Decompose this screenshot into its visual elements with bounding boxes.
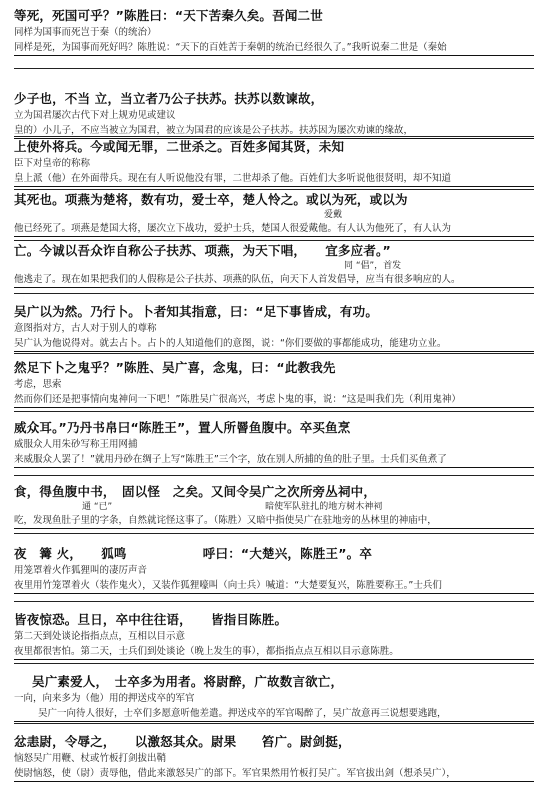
word-gloss-line: 一向，向来多为（他）用的押送戍卒的军官 [14, 693, 195, 704]
original-text-line: 亡。今诚以吾众诈自称公子扶苏、项燕，为天下唱， 宜多应者。” [14, 243, 391, 258]
passage-block-10 [14, 534, 534, 602]
original-text-line: 夜 篝 火， 狐鸣 呼曰：“大楚兴，陈胜王”。卒 [14, 546, 373, 561]
original-text-line: 吴广以为然。乃行卜。卜者知其指意，曰：“足下事皆成，有功。 [14, 304, 379, 319]
translation-line: 他已经死了。项燕是楚国大将，屡次立下战功，爱护士兵，楚国人很爱戴他。有人认为他死了，有人认为 [14, 221, 534, 237]
passage-block-11 [14, 602, 534, 664]
word-gloss-line: 考虑，思索 [14, 379, 62, 390]
word-gloss-line: 臣下对皇帝的称称 [14, 158, 91, 169]
original-text-line: 然足下卜之鬼乎？”陈胜、吴广喜，念鬼，曰：“此教我先 [14, 360, 336, 375]
annotation-line: 爱戴 [324, 210, 343, 220]
passage-block-4 [14, 190, 534, 241]
original-text-line: 皆夜惊恐。旦日，卒中往往语， 皆指目陈胜。 [14, 612, 288, 627]
passage-block-5 [14, 241, 534, 294]
translation-line: 吃，发现鱼肚子里的字条，自然就诧怪这事了。（陈胜）又暗中指使吴广在驻地旁的丛林里的神庙中， [14, 513, 534, 529]
passage-block-8 [14, 412, 534, 476]
passage-block-12 [14, 664, 534, 724]
translation-line: 然而你们还是把事情向鬼神问一下吧！”陈胜吴广很高兴，考虑卜鬼的事，说：“这是叫我们先（利用鬼神） [14, 392, 534, 408]
original-text-line: 食，得鱼腹中书， 固以怪 之矣。又间令吴广之次所旁丛祠中， [14, 484, 377, 499]
passage-block-7 [14, 354, 534, 412]
translation-line: 吴广认为他说得对。就去占卜。占卜的人知道他们的意图，说：“你们要做的事都能成功，能建功立业。 [14, 336, 534, 352]
original-text-line: 吴广素爱人， 士卒多为用者。将尉醉，广故数言欲亡， [32, 674, 344, 689]
passage-block-1 [14, 6, 534, 69]
annotation-line: 通 “已” 暗使军队驻扎的地方树木神祠 [82, 502, 383, 512]
passage-block-3 [14, 137, 534, 190]
translation-line: 同样是死，为国事而死好吗？陈胜说：“天下的百姓苦于秦朝的统治已经很久了。”我听说秦二世是（秦始 [14, 40, 534, 56]
word-gloss-line: 意图指对方，古人对于别人的尊称 [14, 323, 157, 334]
passage-block-9 [14, 476, 534, 534]
original-text-line: 少子也，不当 立，当立者乃公子扶苏。扶苏以数谏故， [14, 91, 324, 106]
word-gloss-line: 恼怒吴广用鞭、杖或竹板打剑拔出鞘 [14, 753, 167, 764]
original-text-line: 威众耳。”乃丹书帛曰“陈胜王”，置人所罾鱼腹中。卒买鱼烹 [14, 420, 351, 435]
word-gloss-line: 同样为国事而死岂于秦（的统治） [14, 27, 157, 38]
translation-line: 来威服众人罢了！”就用丹砂在绸子上写“陈胜王”三个字，放在别人所捕的鱼的肚子里。士兵们买鱼煮了 [14, 452, 534, 468]
translation-line: 夜里用竹笼罩着火（装作鬼火），又装作狐狸嚎叫（向士兵）喊道：“大楚要复兴，陈胜要称王。”士兵们 [14, 578, 534, 594]
passage-block-2 [14, 69, 534, 137]
translation-line: 他逃走了。现在如果把我们的人假称是公子扶苏、项燕的队伍，向天下人首发倡导，应当有很多响应的人。 [14, 272, 534, 288]
translation-line: 皇上派（他）在外面带兵。现在有人听说他没有罪，二世却杀了他。百姓们大多听说他很贤明，却不知道 [14, 171, 534, 187]
original-text-line: 上使外将兵。今或闻无罪，二世杀之。百姓多闻其贤，未知 [14, 139, 345, 154]
word-gloss-line: 第二天到处谈论指指点点，互相以目示意 [14, 631, 186, 642]
word-gloss-line: 立为国君屡次古代下对上规劝见或建议 [14, 110, 176, 121]
original-text-line: 忿恚尉，令辱之， 以激怒其众。尉果 笞广。尉剑挺， [14, 734, 351, 749]
annotation-line: 同 “倡”，首发 [344, 261, 402, 271]
original-text-line: 等死，死国可乎？”陈胜曰：“天下苦秦久矣。吾闻二世 [14, 8, 323, 23]
passage-block-13 [14, 724, 534, 786]
translation-line: 使尉恼怒，使（尉）责辱他，借此来激怒吴广的部下。军官果然用竹板打吴广。军官拔出剑（想杀吴广）， [14, 766, 534, 782]
word-gloss-line: 威服众人用朱砂写称王用网捕 [14, 439, 138, 450]
passage-block-6 [14, 294, 534, 354]
translation-worksheet [14, 6, 534, 786]
translation-line: 夜里都很害怕。第二天，士兵们到处谈论（晚上发生的事），都指指点点互相以目示意陈胜。 [14, 644, 534, 660]
translation-line: 皇的）小儿子，不应当被立为国君，被立为国君的应该是公子扶苏。扶苏因为屡次劝谏的缘故， [14, 123, 534, 139]
word-gloss-line: 用笼罩着火作狐狸叫的凄厉声音 [14, 565, 148, 576]
original-text-line: 其死也。项燕为楚将，数有功，爱士卒，楚人怜之。或以为死，或以为 [14, 192, 408, 207]
translation-line: 吴广一向待人很好，士卒们多愿意听他差遣。押送戍卒的军官喝醉了，吴广故意再三说想要逃跑， [14, 706, 534, 722]
